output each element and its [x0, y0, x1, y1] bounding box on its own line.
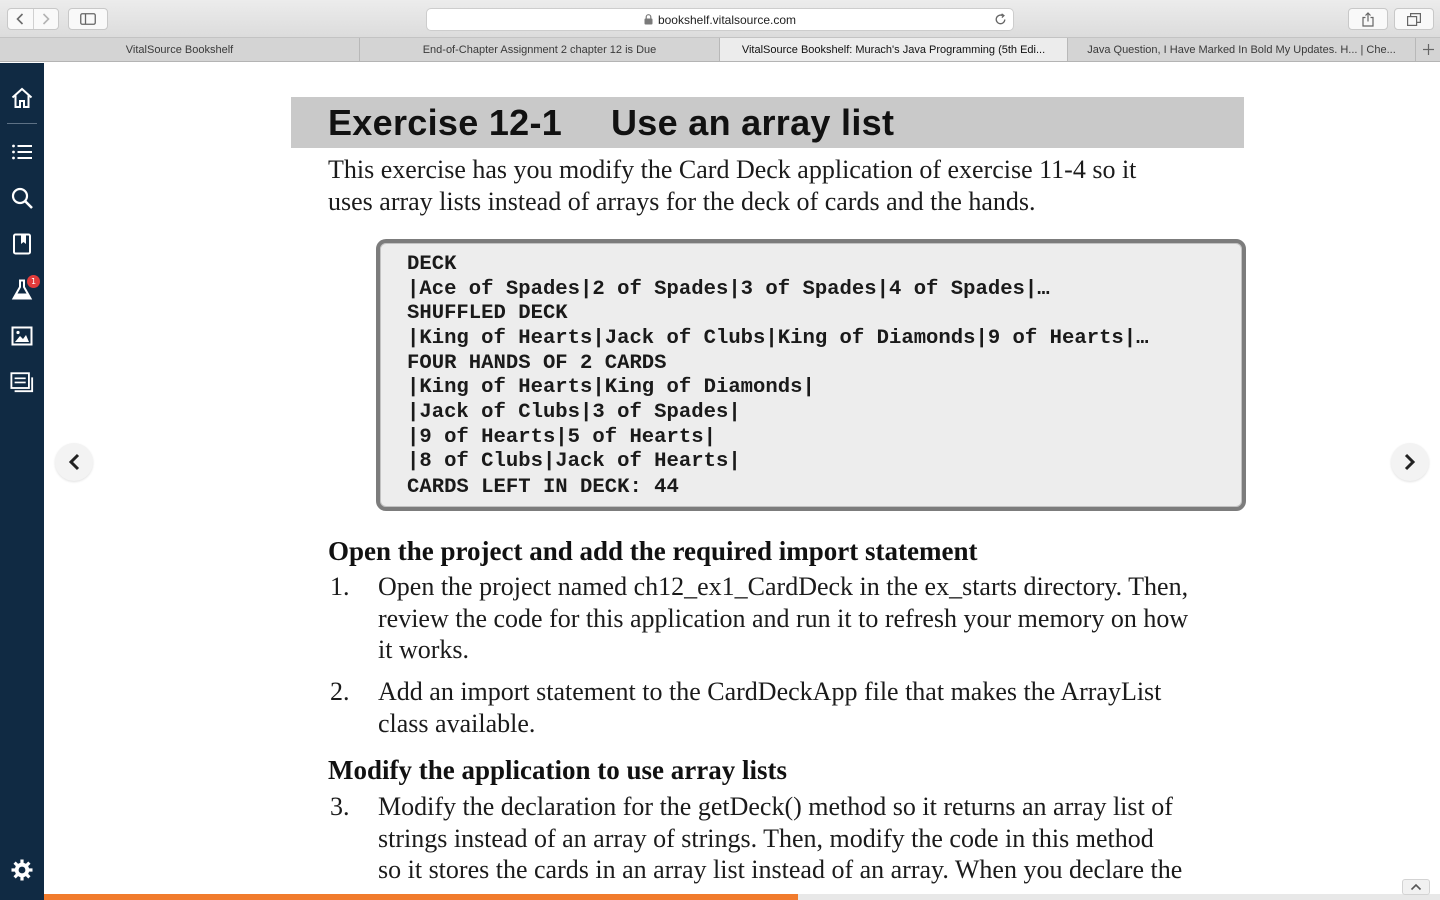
tab-java-question[interactable] — [1068, 38, 1416, 61]
tab-label: VitalSource Bookshelf: Murach's Java Programming (5th Edi... — [741, 43, 1046, 56]
new-tab-button[interactable] — [1416, 38, 1440, 61]
console-output — [376, 239, 1246, 511]
console-line: DECK — [407, 253, 457, 276]
step-number: 1. — [330, 572, 350, 601]
console-line: CARDS LEFT IN DECK: 44 — [407, 476, 679, 499]
tab-label: End-of-Chapter Assignment 2 chapter 12 is Due — [422, 43, 657, 56]
contents-icon — [10, 140, 34, 164]
step-line: strings instead of an array of strings. Then, modify the code in this method — [378, 823, 1154, 853]
scroll-top-button[interactable] — [1402, 879, 1430, 895]
reader-pane — [44, 63, 1440, 900]
sidebar-icon — [80, 13, 96, 25]
console-line: |King of Hearts|Jack of Clubs|King of Diamonds|9 of Hearts|… — [407, 327, 1149, 350]
step-text — [378, 676, 1218, 739]
chevron-up-icon — [1410, 883, 1422, 891]
console-line: FOUR HANDS OF 2 CARDS — [407, 352, 667, 375]
sidebar-toggle-button[interactable] — [68, 8, 108, 30]
notes-button[interactable] — [10, 370, 34, 394]
bookshelf-sidebar — [0, 63, 44, 900]
step-3 — [328, 791, 1228, 887]
step-line: class available. — [378, 708, 536, 738]
chevron-right-icon — [1404, 453, 1416, 471]
tab-bar — [0, 38, 1440, 62]
share-button[interactable] — [1348, 8, 1388, 30]
console-line: |9 of Hearts|5 of Hearts| — [407, 426, 716, 449]
lock-icon — [644, 14, 653, 25]
share-icon — [1362, 12, 1374, 27]
step-line: review the code for this application and run it to refresh your memory on how — [378, 603, 1189, 633]
console-line: |Jack of Clubs|3 of Spades| — [407, 401, 741, 424]
notification-badge: 1 — [27, 275, 40, 288]
url-text: bookshelf.vitalsource.com — [657, 12, 797, 27]
reload-icon[interactable] — [994, 13, 1007, 26]
chevron-left-icon — [16, 13, 24, 25]
tabs-icon — [1407, 13, 1421, 26]
step-line: it works. — [378, 635, 469, 664]
reading-progress-fill — [44, 894, 798, 900]
home-button[interactable] — [10, 86, 34, 110]
exercise-title: Use an array list — [611, 102, 895, 143]
chevron-left-icon — [68, 453, 80, 471]
console-line: |King of Hearts|King of Diamonds| — [407, 376, 815, 399]
search-icon — [10, 186, 34, 210]
reading-progress-bar[interactable] — [44, 894, 1440, 900]
step-line: Modify the declaration for the getDeck() method so it returns an array list of — [378, 792, 1173, 821]
step-text — [378, 571, 1218, 666]
address-bar[interactable] — [426, 8, 1014, 31]
tab-vitalsource-bookshelf[interactable] — [0, 38, 360, 61]
step-number: 3. — [330, 792, 350, 821]
section-heading: Open the project and add the required import statement — [328, 536, 978, 566]
step-line: so it stores the cards in an array list instead of an array. When you declare the — [378, 855, 1183, 884]
gear-icon — [10, 858, 34, 882]
forward-button[interactable] — [33, 9, 59, 29]
history-nav — [7, 8, 59, 30]
intro-line: This exercise has you modify the Card Deck application of exercise 11-4 so it — [328, 155, 1137, 184]
back-button[interactable] — [8, 9, 33, 29]
bookmark-button[interactable] — [10, 232, 34, 256]
home-icon — [10, 86, 34, 110]
console-line: SHUFFLED DECK — [407, 302, 568, 325]
next-page-button[interactable] — [1391, 443, 1429, 481]
exercise-number: Exercise 12-1 — [328, 102, 563, 143]
sidebar-divider — [7, 123, 37, 124]
tab-label: Java Question, I Have Marked In Bold My Updates. H... | Che... — [1087, 43, 1396, 56]
browser-toolbar — [0, 0, 1440, 38]
chevron-right-icon — [42, 13, 50, 25]
notes-icon — [10, 370, 34, 394]
console-line: |8 of Clubs|Jack of Hearts| — [407, 450, 741, 473]
step-line: Open the project named ch12_ex1_CardDeck in the ex_starts directory. Then, — [378, 572, 1189, 601]
console-line: |Ace of Spades|2 of Spades|3 of Spades|4 of Spades|… — [407, 278, 1050, 301]
step-2 — [328, 676, 1228, 740]
intro-line: uses array lists instead of arrays for the deck of cards and the hands. — [328, 186, 1036, 216]
exercise-header — [291, 97, 1244, 148]
previous-page-button[interactable] — [55, 443, 93, 481]
exercise-intro — [328, 154, 1208, 217]
step-line: Add an import statement to the CardDeckApp file that makes the ArrayList — [378, 677, 1162, 706]
contents-button[interactable] — [10, 140, 34, 164]
section-heading: Modify the application to use array lists — [328, 755, 787, 785]
tab-assignment[interactable] — [360, 38, 720, 61]
step-text — [378, 791, 1218, 886]
settings-button[interactable] — [10, 858, 34, 882]
step-1 — [328, 571, 1228, 667]
search-button[interactable] — [10, 186, 34, 210]
image-icon — [10, 324, 34, 348]
figures-button[interactable] — [10, 324, 34, 348]
tab-murach-java[interactable] — [720, 38, 1068, 61]
tab-label: VitalSource Bookshelf — [125, 43, 234, 56]
tab-overview-button[interactable] — [1394, 8, 1434, 30]
bookmark-icon — [10, 232, 34, 256]
plus-icon — [1423, 44, 1434, 55]
step-number: 2. — [330, 677, 350, 706]
